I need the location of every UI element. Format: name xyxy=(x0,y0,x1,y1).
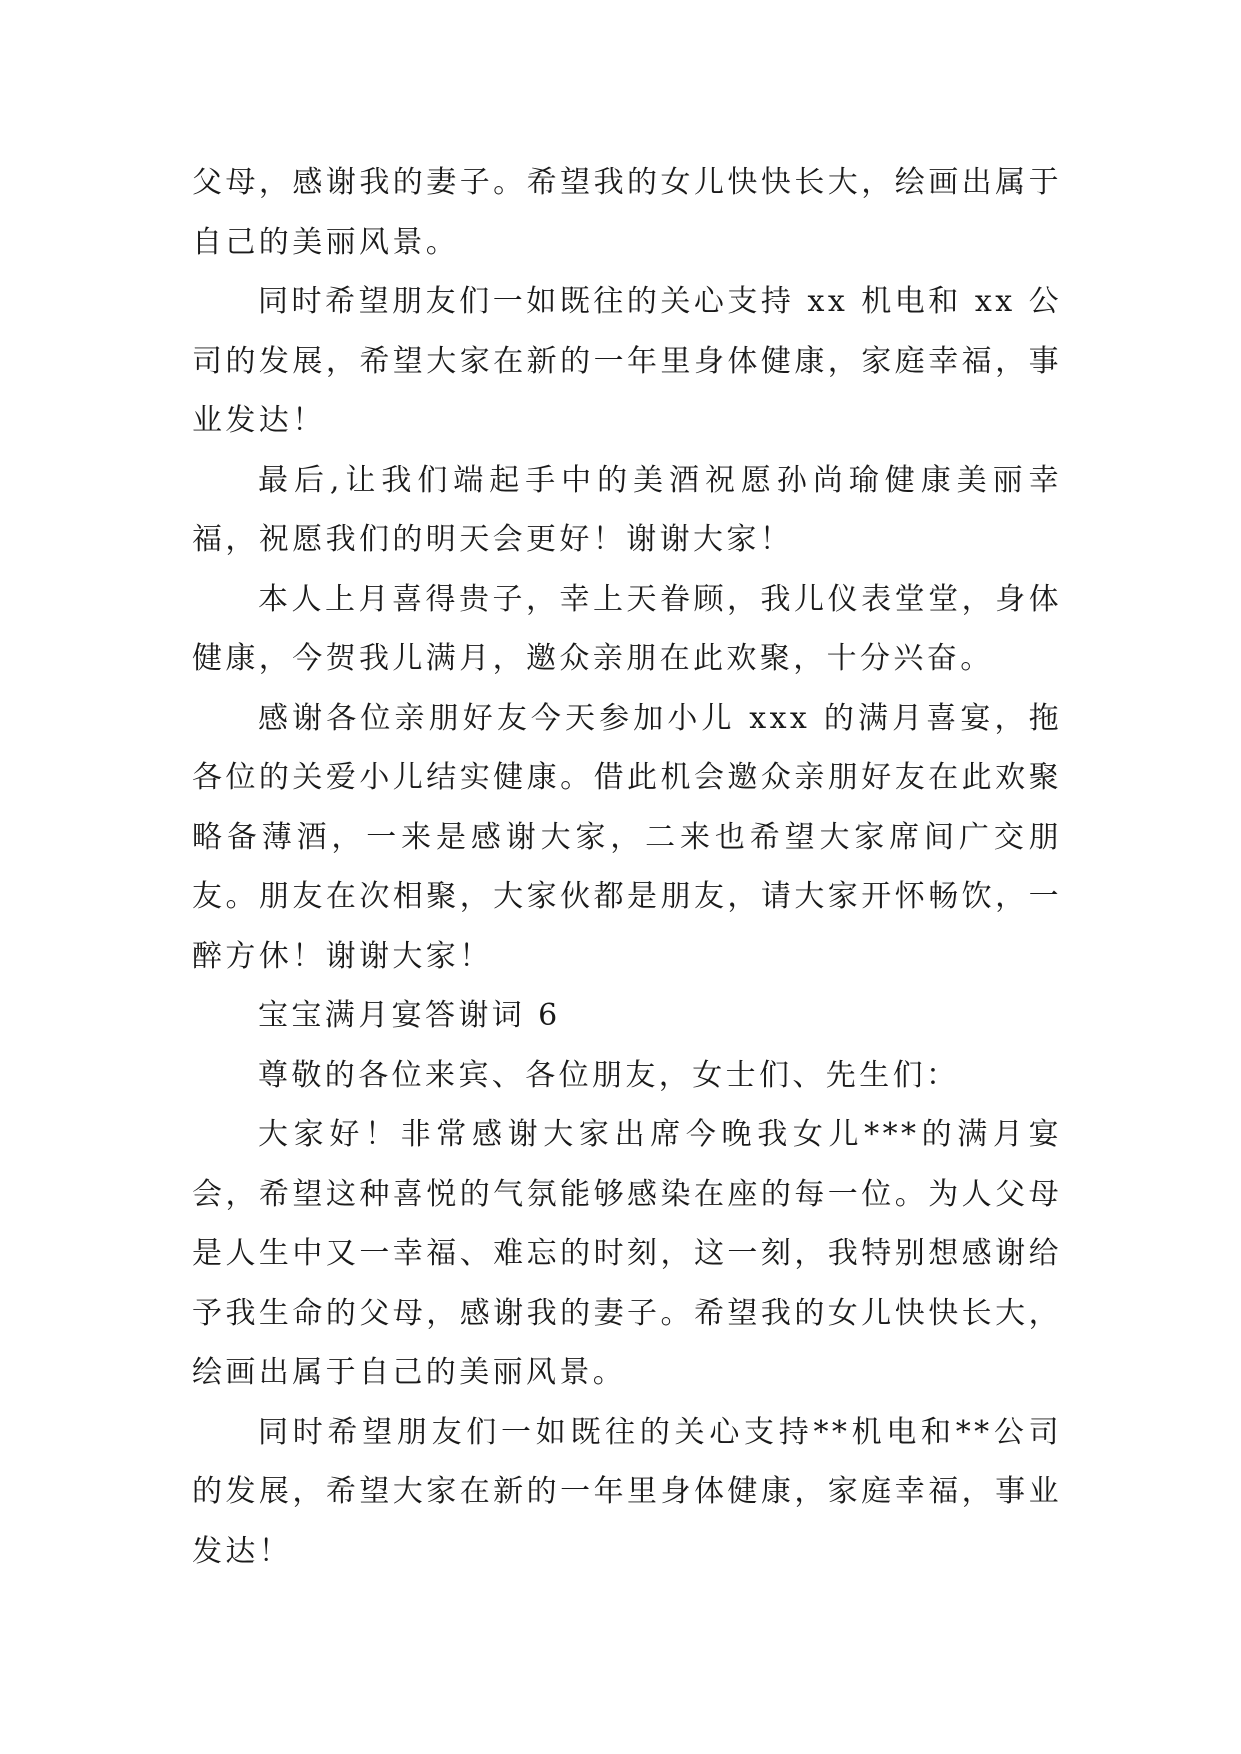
paragraph-wishes: 同时希望朋友们一如既往的关心支持 xx 机电和 xx 公司的发展，希望大家在新的一年里身体健康，家庭幸福，事业发达！ xyxy=(192,284,1062,438)
paragraph-son-announcement: 本人上月喜得贵子，幸上天眷顾，我儿仪表堂堂，身体健康，今贺我儿满月，邀众亲朋在此欢聚，十分兴奋。 xyxy=(192,581,1062,676)
salutation: 尊敬的各位来宾、各位朋友，女士们、先生们： xyxy=(258,1057,960,1093)
section-heading: 宝宝满月宴答谢词 6 xyxy=(258,998,561,1033)
paragraph-greeting: 大家好！非常感谢大家出席今晚我女儿***的满月宴会，希望这种喜悦的气氛能够感染在座的每一位。为人父母是人生中又一幸福、难忘的时刻，这一刻，我特别想感谢给予我生命的父母，感谢我的妻子。希望我的女儿快快长大，绘画出属于自己的美丽风景。 xyxy=(192,1117,1062,1390)
paragraph-thanks-guests: 感谢各位亲朋好友今天参加小儿 xxx 的满月喜宴，拖各位的关爱小儿结实健康。借此机会邀众亲朋好友在此欢聚略备薄酒，一来是感谢大家，二来也希望大家席间广交朋友。朋友在次相聚，大家伙都是朋友，请大家开怀畅饮，一醉方休！谢谢大家！ xyxy=(192,700,1062,974)
paragraph-continuation: 父母，感谢我的妻子。希望我的女儿快快长大，绘画出属于自己的美丽风景。 xyxy=(192,165,1062,260)
document-page xyxy=(192,153,1062,1581)
paragraph-toast: 最后,让我们端起手中的美酒祝愿孙尚瑜健康美丽幸福，祝愿我们的明天会更好！谢谢大家！ xyxy=(192,462,1062,557)
paragraph-closing-wishes: 同时希望朋友们一如既往的关心支持**机电和**公司的发展，希望大家在新的一年里身体健康，家庭幸福，事业发达！ xyxy=(192,1414,1062,1569)
